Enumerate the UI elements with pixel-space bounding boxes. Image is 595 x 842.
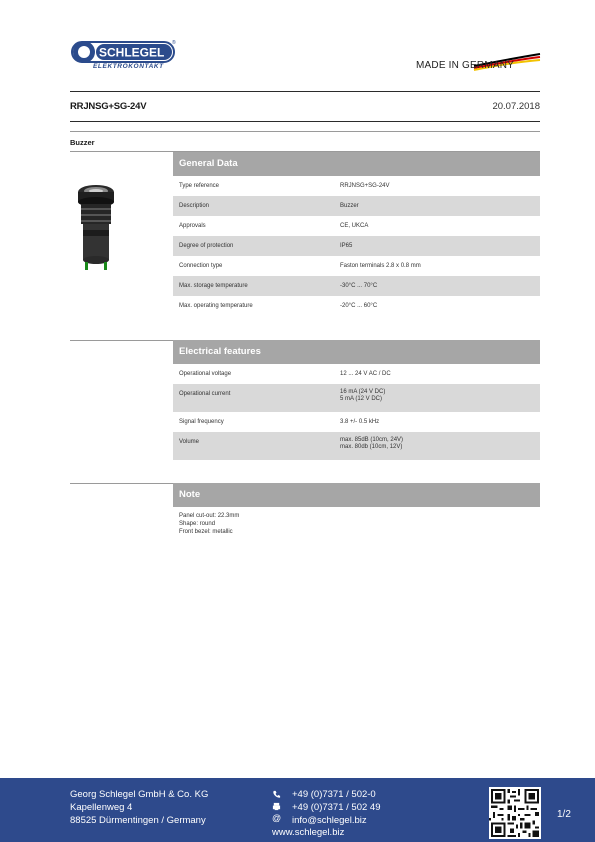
spec-value: Buzzer xyxy=(340,203,359,209)
logo-tagline: ELEKTROKONTAKT xyxy=(93,63,164,70)
logo-wordmark: SCHLEGEL xyxy=(99,45,165,60)
spec-value: CE, UKCA xyxy=(340,223,369,229)
company-name: Georg Schlegel GmbH & Co. KG xyxy=(70,789,209,800)
spec-value: Faston terminals 2.8 x 0.8 mm xyxy=(340,263,421,269)
note-line: Panel cut-out: 22.3mm xyxy=(179,513,240,519)
spec-row-general xyxy=(173,196,540,216)
company-city: 88525 Dürmentingen / Germany xyxy=(70,815,206,826)
note-line: Front bezel: metallic xyxy=(179,529,233,535)
note-header: Note xyxy=(173,483,540,507)
spec-value: -20°C ... 60°C xyxy=(340,303,378,309)
spec-label: Max. storage temperature xyxy=(179,283,248,289)
spec-row-general xyxy=(173,256,540,276)
spec-label: Connection type xyxy=(179,263,223,269)
qr-code[interactable] xyxy=(489,787,541,839)
page-number: 1/2 xyxy=(557,809,571,820)
website-link[interactable]: www.schlegel.biz xyxy=(272,827,345,838)
spec-label: Type reference xyxy=(179,183,220,189)
spec-label: Max. operating temperature xyxy=(179,303,253,309)
document-date: 20.07.2018 xyxy=(492,101,540,112)
phone-icon xyxy=(272,790,281,799)
spec-row-volume: Volume max. 85dB (10cm, 24V) max. 80db (10cm, 12V) xyxy=(173,432,540,460)
footer xyxy=(0,778,595,842)
category-divider-top xyxy=(70,131,540,132)
spec-value: -30°C ... 70°C xyxy=(340,283,378,289)
product-category: Buzzer xyxy=(70,138,95,147)
general-data-header: General Data xyxy=(173,152,540,176)
email-icon: @ xyxy=(272,813,282,823)
spec-row-general xyxy=(173,236,540,256)
header-divider xyxy=(70,91,540,92)
spec-row-operational-current: Operational current 16 mA (24 V DC) 5 mA (12 V DC) xyxy=(173,384,540,412)
spec-value: IP65 xyxy=(340,243,353,249)
spec-row-general xyxy=(173,296,540,316)
note-line: Shape: round xyxy=(179,521,216,527)
fax-number: +49 (0)7371 / 502 49 xyxy=(292,802,381,813)
spec-row-general xyxy=(173,216,540,236)
spec-value: RRJNSG+SG-24V xyxy=(340,183,390,189)
spec-label: Description xyxy=(179,203,210,209)
electrical-features-header: Electrical features xyxy=(173,340,540,364)
phone-number[interactable]: +49 (0)7371 / 502-0 xyxy=(292,789,376,800)
spec-label: Degree of protection xyxy=(179,243,234,249)
product-image xyxy=(72,180,120,272)
svg-text:®: ® xyxy=(172,40,176,46)
title-divider xyxy=(70,121,540,122)
spec-row-operational-voltage: Operational voltage 12 ... 24 V AC / DC xyxy=(179,371,391,377)
made-in-germany: MADE IN GERMANY xyxy=(416,60,515,71)
spec-row-general xyxy=(173,176,540,196)
fax-icon xyxy=(272,802,281,811)
product-code: RRJNSG+SG-24V xyxy=(70,101,147,112)
spec-row-signal-frequency: Signal frequency 3.8 +/- 0.5 kHz xyxy=(179,419,380,425)
email-link[interactable]: info@schlegel.biz xyxy=(292,815,367,826)
spec-row-general xyxy=(173,276,540,296)
spec-label: Approvals xyxy=(179,223,206,229)
company-street: Kapellenweg 4 xyxy=(70,802,133,813)
